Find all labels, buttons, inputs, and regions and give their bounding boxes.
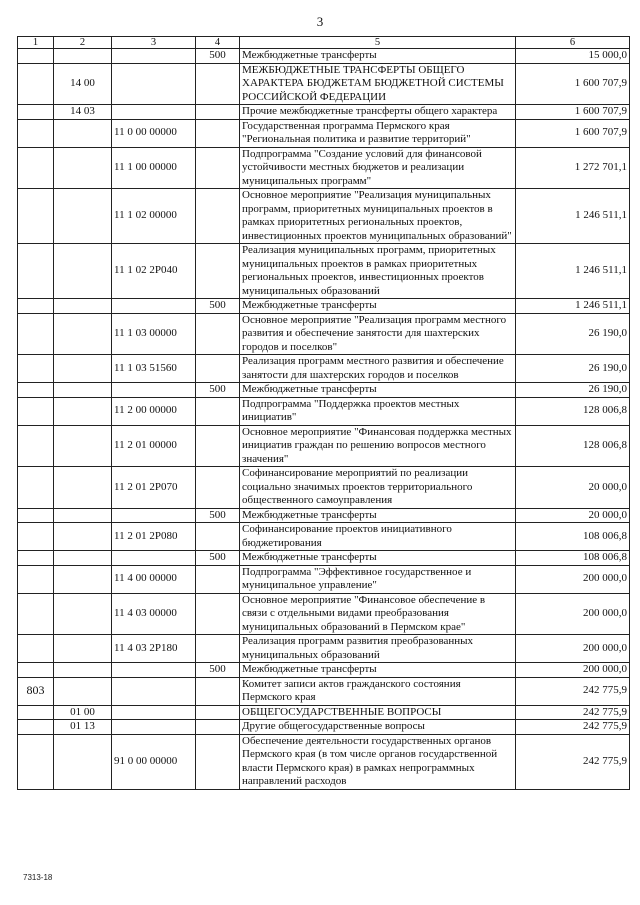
expense-type-code	[196, 119, 240, 147]
item-name: Основное мероприятие "Финансовое обеспечение в связи с отдельными видами преобразования муниципальных образований в Пермском крае"	[240, 593, 516, 635]
item-name: Софинансирование проектов инициативного бюджетирования	[240, 523, 516, 551]
header-col-2: 2	[54, 37, 112, 49]
department-code	[18, 147, 54, 189]
department-code	[18, 467, 54, 509]
expense-type-code: 500	[196, 551, 240, 566]
amount: 1 600 707,9	[516, 63, 630, 105]
target-article-code: 11 1 00 00000	[112, 147, 196, 189]
header-col-5: 5	[240, 37, 516, 49]
table-row	[18, 397, 630, 425]
target-article-code: 91 0 00 00000	[112, 734, 196, 789]
amount: 26 190,0	[516, 383, 630, 398]
target-article-code	[112, 299, 196, 314]
section-code: 14 00	[54, 63, 112, 105]
expense-type-code	[196, 355, 240, 383]
department-code	[18, 105, 54, 120]
department-code	[18, 189, 54, 244]
table-row	[18, 189, 630, 244]
amount: 20 000,0	[516, 508, 630, 523]
amount: 1 246 511,1	[516, 244, 630, 299]
item-name: Межбюджетные трансферты	[240, 383, 516, 398]
table-row	[18, 523, 630, 551]
item-name: Межбюджетные трансферты	[240, 508, 516, 523]
section-code	[54, 663, 112, 678]
section-code: 14 03	[54, 105, 112, 120]
target-article-code: 11 4 03 2P180	[112, 635, 196, 663]
department-code	[18, 397, 54, 425]
budget-table	[17, 36, 630, 790]
section-code	[54, 244, 112, 299]
target-article-code	[112, 720, 196, 735]
page-number: 3	[316, 14, 324, 29]
department-code	[18, 63, 54, 105]
department-code	[18, 244, 54, 299]
target-article-code: 11 0 00 00000	[112, 119, 196, 147]
section-code: 01 00	[54, 705, 112, 720]
item-name: Софинансирование мероприятий по реализации социально значимых проектов территориального общественного самоуправления	[240, 467, 516, 509]
expense-type-code: 500	[196, 508, 240, 523]
table-row	[18, 313, 630, 355]
amount: 200 000,0	[516, 593, 630, 635]
department-code	[18, 593, 54, 635]
item-name: Реализация муниципальных программ, приоритетных муниципальных проектов в рамках приоритетных региональных проектов, инвестиционных проектов муниципальных образований	[240, 244, 516, 299]
target-article-code	[112, 663, 196, 678]
table-row	[18, 467, 630, 509]
expense-type-code	[196, 147, 240, 189]
department-code	[18, 663, 54, 678]
expense-type-code	[196, 313, 240, 355]
header-col-4: 4	[196, 37, 240, 49]
expense-type-code	[196, 565, 240, 593]
target-article-code: 11 2 00 00000	[112, 397, 196, 425]
section-code	[54, 565, 112, 593]
expense-type-code	[196, 467, 240, 509]
target-article-code	[112, 63, 196, 105]
item-name: Межбюджетные трансферты	[240, 299, 516, 314]
amount: 200 000,0	[516, 663, 630, 678]
expense-type-code	[196, 593, 240, 635]
table-row	[18, 49, 630, 64]
item-name: Подпрограмма "Создание условий для финансовой устойчивости местных бюджетов и реализации муниципальных программ"	[240, 147, 516, 189]
expense-type-code: 500	[196, 383, 240, 398]
amount: 200 000,0	[516, 635, 630, 663]
target-article-code	[112, 705, 196, 720]
department-code	[18, 734, 54, 789]
department-code	[18, 508, 54, 523]
amount: 1 246 511,1	[516, 299, 630, 314]
table-row	[18, 244, 630, 299]
expense-type-code: 500	[196, 299, 240, 314]
item-name: Межбюджетные трансферты	[240, 551, 516, 566]
amount: 242 775,9	[516, 734, 630, 789]
department-code	[18, 383, 54, 398]
section-code	[54, 734, 112, 789]
section-code	[54, 397, 112, 425]
amount: 242 775,9	[516, 677, 630, 705]
item-name: Реализация программ местного развития и обеспечение занятости для шахтерских городов и поселков	[240, 355, 516, 383]
amount: 15 000,0	[516, 49, 630, 64]
target-article-code: 11 1 03 00000	[112, 313, 196, 355]
item-name: Обеспечение деятельности государственных органов Пермского края (в том числе органов государственной власти Пермского края) в рамках непрограммных направлений расходов	[240, 734, 516, 789]
amount: 20 000,0	[516, 467, 630, 509]
footer-code: 7313-18	[23, 873, 53, 882]
header-col-1: 1	[18, 37, 54, 49]
item-name: Реализация программ развития преобразованных муниципальных образований	[240, 635, 516, 663]
amount: 26 190,0	[516, 313, 630, 355]
table-row	[18, 720, 630, 735]
section-code: 01 13	[54, 720, 112, 735]
table-row	[18, 147, 630, 189]
section-code	[54, 299, 112, 314]
target-article-code: 11 1 02 2P040	[112, 244, 196, 299]
target-article-code: 11 2 01 2P080	[112, 523, 196, 551]
expense-type-code	[196, 425, 240, 467]
department-code	[18, 635, 54, 663]
section-code	[54, 189, 112, 244]
item-name: Другие общегосударственные вопросы	[240, 720, 516, 735]
target-article-code	[112, 105, 196, 120]
item-name: Межбюджетные трансферты	[240, 663, 516, 678]
expense-type-code	[196, 635, 240, 663]
table-row	[18, 119, 630, 147]
expense-type-code	[196, 734, 240, 789]
table-header-row	[18, 37, 630, 49]
target-article-code	[112, 508, 196, 523]
item-name: Межбюджетные трансферты	[240, 49, 516, 64]
amount: 1 600 707,9	[516, 105, 630, 120]
department-code	[18, 355, 54, 383]
amount: 200 000,0	[516, 565, 630, 593]
amount: 108 006,8	[516, 551, 630, 566]
department-code	[18, 705, 54, 720]
amount: 242 775,9	[516, 720, 630, 735]
section-code	[54, 147, 112, 189]
expense-type-code	[196, 397, 240, 425]
department-code	[18, 523, 54, 551]
department-code	[18, 49, 54, 64]
expense-type-code	[196, 244, 240, 299]
item-name: Подпрограмма "Эффективное государственное и муниципальное управление"	[240, 565, 516, 593]
item-name: Основное мероприятие "Реализация программ местного развития и обеспечение занятости для шахтерских городов и поселков"	[240, 313, 516, 355]
section-code	[54, 635, 112, 663]
department-code	[18, 119, 54, 147]
amount: 128 006,8	[516, 397, 630, 425]
section-code	[54, 119, 112, 147]
section-code	[54, 383, 112, 398]
item-name: Основное мероприятие "Финансовая поддержка местных инициатив граждан по решению вопросов местного значения"	[240, 425, 516, 467]
department-code	[18, 299, 54, 314]
target-article-code: 11 2 01 2P070	[112, 467, 196, 509]
department-code	[18, 565, 54, 593]
item-name: Основное мероприятие "Реализация муниципальных программ, приоритетных муниципальных проектов в рамках приоритетных региональных проектов, инвестиционных проектов муниципальных образований"	[240, 189, 516, 244]
table-row	[18, 105, 630, 120]
item-name: Государственная программа Пермского края "Региональная политика и развитие территорий"	[240, 119, 516, 147]
amount: 1 272 701,1	[516, 147, 630, 189]
target-article-code	[112, 551, 196, 566]
expense-type-code	[196, 189, 240, 244]
item-name: МЕЖБЮДЖЕТНЫЕ ТРАНСФЕРТЫ ОБЩЕГО ХАРАКТЕРА БЮДЖЕТАМ БЮДЖЕТНОЙ СИСТЕМЫ РОССИЙСКОЙ ФЕДЕРАЦИИ	[240, 63, 516, 105]
item-name: Прочие межбюджетные трансферты общего характера	[240, 105, 516, 120]
target-article-code: 11 4 00 00000	[112, 565, 196, 593]
amount: 128 006,8	[516, 425, 630, 467]
expense-type-code	[196, 705, 240, 720]
amount: 1 246 511,1	[516, 189, 630, 244]
header-col-6: 6	[516, 37, 630, 49]
expense-type-code	[196, 105, 240, 120]
table-row	[18, 635, 630, 663]
table-row	[18, 383, 630, 398]
header-col-3: 3	[112, 37, 196, 49]
target-article-code: 11 2 01 00000	[112, 425, 196, 467]
amount: 26 190,0	[516, 355, 630, 383]
expense-type-code: 500	[196, 663, 240, 678]
section-code	[54, 523, 112, 551]
table-row	[18, 734, 630, 789]
target-article-code	[112, 677, 196, 705]
target-article-code: 11 1 02 00000	[112, 189, 196, 244]
expense-type-code	[196, 523, 240, 551]
target-article-code	[112, 383, 196, 398]
table-row	[18, 663, 630, 678]
table-row	[18, 551, 630, 566]
section-code	[54, 425, 112, 467]
section-code	[54, 313, 112, 355]
department-code	[18, 425, 54, 467]
expense-type-code	[196, 63, 240, 105]
department-code	[18, 720, 54, 735]
amount: 242 775,9	[516, 705, 630, 720]
section-code	[54, 508, 112, 523]
table-body	[18, 49, 630, 790]
item-name: Комитет записи актов гражданского состояния Пермского края	[240, 677, 516, 705]
expense-type-code	[196, 720, 240, 735]
expense-type-code	[196, 677, 240, 705]
target-article-code	[112, 49, 196, 64]
target-article-code: 11 1 03 51560	[112, 355, 196, 383]
table-row	[18, 565, 630, 593]
department-code: 803	[18, 677, 54, 705]
expense-type-code: 500	[196, 49, 240, 64]
section-code	[54, 593, 112, 635]
amount: 1 600 707,9	[516, 119, 630, 147]
amount: 108 006,8	[516, 523, 630, 551]
table-row	[18, 593, 630, 635]
table-row	[18, 705, 630, 720]
target-article-code: 11 4 03 00000	[112, 593, 196, 635]
table-row	[18, 677, 630, 705]
section-code	[54, 551, 112, 566]
item-name: Подпрограмма "Поддержка проектов местных инициатив"	[240, 397, 516, 425]
department-code	[18, 313, 54, 355]
item-name: ОБЩЕГОСУДАРСТВЕННЫЕ ВОПРОСЫ	[240, 705, 516, 720]
table-row	[18, 63, 630, 105]
department-code	[18, 551, 54, 566]
section-code	[54, 355, 112, 383]
table-row	[18, 355, 630, 383]
table-row	[18, 299, 630, 314]
table-row	[18, 508, 630, 523]
section-code	[54, 677, 112, 705]
table-row	[18, 425, 630, 467]
section-code	[54, 467, 112, 509]
section-code	[54, 49, 112, 64]
